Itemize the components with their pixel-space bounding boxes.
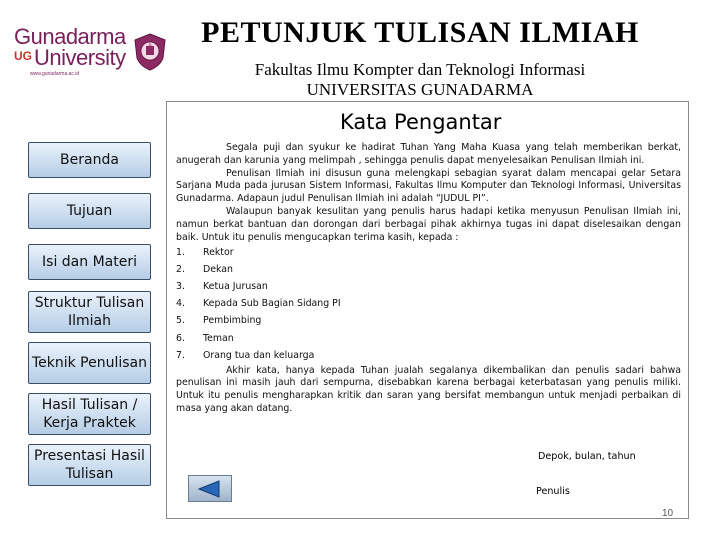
section-heading: Kata Pengantar <box>340 110 502 134</box>
list-item <box>176 244 681 261</box>
list-text: Kepada Sub Bagian Sidang PI <box>203 298 341 310</box>
list-number: 7. <box>176 349 185 361</box>
university-logo <box>14 18 164 80</box>
list-item <box>176 348 681 365</box>
list-text: Orang tua dan keluarga <box>203 349 315 361</box>
university-seal-icon <box>132 32 168 72</box>
list-number: 5. <box>176 315 185 327</box>
list-number: 6. <box>176 332 185 344</box>
list-text: Teman <box>203 332 234 344</box>
logo-url: www.gunadarma.ac.id <box>30 71 80 77</box>
list-item <box>176 296 681 313</box>
list-item <box>176 313 681 330</box>
nav-label: Beranda <box>60 152 119 168</box>
nav-button-tujuan[interactable] <box>28 193 151 229</box>
nav-button-presentasi-hasil-tulisan[interactable] <box>28 444 151 486</box>
paragraph-3: Walaupun banyak kesulitan yang penulis harus hadapi ketika menyusun Penulisan Ilmiah ini, namun berkat bantuan dan dorongan dari berbagai pihak akhirnya tugas ini dapat diselesaikan dengan baik. Untuk itu penulis mengucapkan terima kasih, kepada : <box>176 205 681 243</box>
nav-label: Teknik Penulisan <box>31 355 148 371</box>
paragraph-1: Segala puji dan syukur ke hadirat Tuhan Yang Maha Kuasa yang telah memberikan berkat, anugerah dan karunia yang melimpah , sehingga penulis dapat menyelesaikan Penulisan Ilmiah ini. <box>176 142 681 166</box>
list-text: Ketua Jurusan <box>203 280 268 292</box>
logo-text-gunadarma: Gunadarma <box>14 24 126 49</box>
signature-label: Penulis <box>536 486 570 497</box>
list-number: 1. <box>176 246 185 258</box>
list-item <box>176 330 681 347</box>
nav-label: Struktur Tulisan Ilmiah <box>34 295 145 329</box>
nav-button-hasil-tulisan[interactable] <box>28 393 151 435</box>
nav-label: Hasil Tulisan / Kerja Praktek <box>41 397 138 431</box>
list-item <box>176 262 681 279</box>
foreword-text <box>176 142 681 416</box>
nav-label: Isi dan Materi <box>42 254 137 270</box>
back-button[interactable] <box>188 475 232 502</box>
nav-button-isi-dan-materi[interactable] <box>28 244 151 280</box>
paragraph-2: Penulisan Ilmiah ini disusun guna melengkapi sebagian syarat dalam mencapai gelar Setara Sarjana Muda pada jurusan Sistem Informasi, Fakultas Ilmu Komputer dan Teknologi Informasi, Universitas Gunadarma. Adapaun judul Penulisan Ilmiah ini adalah “JUDUL PI”. <box>176 167 681 205</box>
list-text: Rektor <box>203 246 234 258</box>
nav-label: Presentasi Hasil Tulisan <box>34 448 145 482</box>
list-text: Dekan <box>203 263 233 275</box>
list-item <box>176 279 681 296</box>
logo-text-university: University <box>34 45 126 70</box>
place-and-date: Depok, bulan, tahun <box>538 451 636 462</box>
page-title: PETUNJUK TULISAN ILMIAH <box>201 16 639 49</box>
institution-name: UNIVERSITAS GUNADARMA <box>306 80 534 99</box>
paragraph-4: Akhir kata, hanya kepada Tuhan jualah segalanya dikembalikan dan penulis sadari bahwa penulisan ini masih jauh dari sempurna, disebabkan karena berbagai keterbatasan yang penulis miliki. Untuk itu penulis mengharapkan kritik dan saran yang bersifat membangun untuk menjadi perbaikan di masa yang akan datang. <box>176 364 681 415</box>
nav-button-beranda[interactable] <box>28 142 151 178</box>
list-number: 3. <box>176 280 185 292</box>
list-number: 4. <box>176 298 185 310</box>
back-arrow-icon <box>195 480 225 498</box>
list-text: Pembimbing <box>203 315 262 327</box>
nav-button-teknik-penulisan[interactable] <box>28 342 151 384</box>
page-number: 10 <box>662 508 674 519</box>
list-number: 2. <box>176 263 185 275</box>
nav-button-struktur-tulisan-ilmiah[interactable] <box>28 291 151 333</box>
logo-ug-mark: UG <box>14 49 32 63</box>
nav-label: Tujuan <box>66 203 113 219</box>
faculty-subtitle: Fakultas Ilmu Kompter dan Teknologi Informasi <box>254 60 586 79</box>
acknowledgement-list <box>176 244 681 364</box>
